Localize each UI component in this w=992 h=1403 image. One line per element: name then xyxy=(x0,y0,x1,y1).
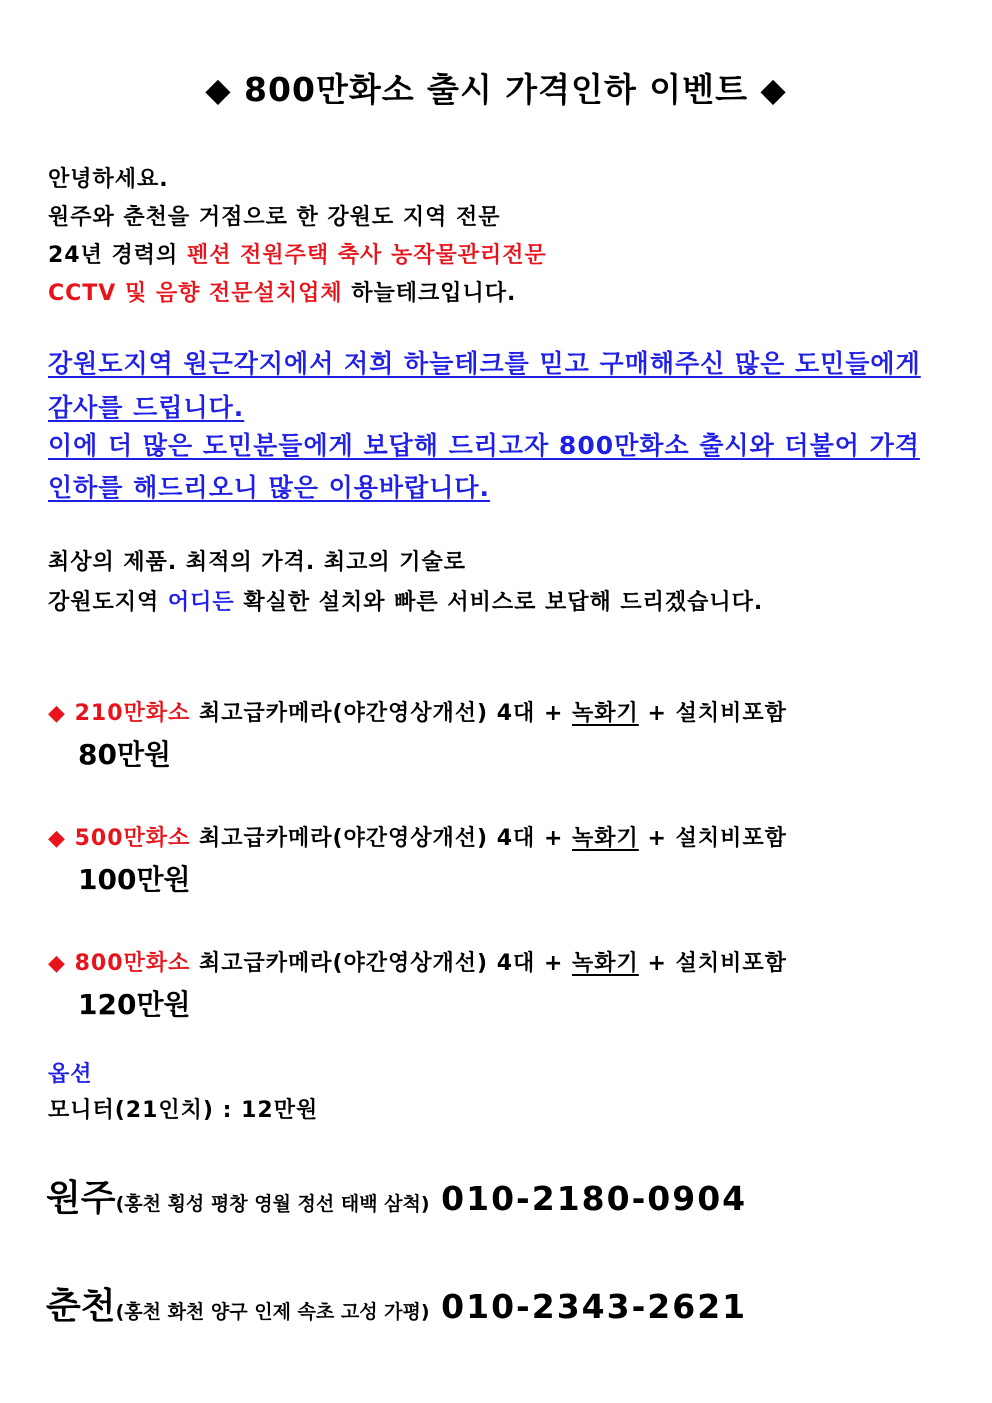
options-label: 옵션 xyxy=(48,1062,93,1087)
diamond-bullet-icon: ◆ xyxy=(48,826,66,851)
package-line xyxy=(48,946,787,977)
greeting-line: 안녕하세요. xyxy=(48,167,169,192)
intro-line-4 xyxy=(48,276,516,307)
package-resolution: 500만화소 xyxy=(74,826,191,851)
diamond-bullet-icon: ◆ xyxy=(48,951,66,976)
page-title: ◆ 800만화소 출시 가격인하 이벤트 ◆ xyxy=(205,70,787,109)
contact-city: 원주 xyxy=(46,1178,116,1219)
promise-prefix: 강원도지역 xyxy=(48,590,168,615)
package-resolution: 210만화소 xyxy=(74,701,191,726)
promise-highlight: 어디든 xyxy=(167,590,235,615)
package-desc: 최고급카메라(야간영상개선) 4대 + xyxy=(190,826,573,851)
thanks-line-2: 감사를 드립니다. xyxy=(48,393,245,422)
company-intro-suffix: 하늘테크입니다. xyxy=(342,281,517,306)
package-desc: 최고급카메라(야간영상개선) 4대 + xyxy=(190,701,573,726)
specialty-text: 펜션 전원주택 축사 농작물관리전문 xyxy=(186,243,547,268)
contact-city: 춘천 xyxy=(46,1286,116,1327)
promise-suffix: 확실한 설치와 빠른 서비스로 보답해 드리겠습니다. xyxy=(234,590,764,615)
package-price: 120만원 xyxy=(78,988,191,1021)
recorder-text: 녹화기 xyxy=(572,701,639,726)
intro-line-3 xyxy=(48,238,547,269)
promise-line-2 xyxy=(48,585,763,616)
package-desc: 최고급카메라(야간영상개선) 4대 + xyxy=(190,951,573,976)
contact-areas: (홍천 횡성 평창 영월 정선 태백 삼척) xyxy=(115,1193,430,1215)
package-price: 80만원 xyxy=(78,738,172,771)
contact-chuncheon xyxy=(46,1278,747,1329)
package-line xyxy=(48,821,787,852)
thanks-line-1: 강원도지역 원근각지에서 저희 하늘테크를 믿고 구매해주신 많은 도민들에게 xyxy=(48,349,921,378)
thanks-line-4: 인하를 해드리오니 많은 이용바랍니다. xyxy=(48,473,491,502)
package-desc-end: + 설치비포함 xyxy=(638,826,787,851)
thanks-line-3: 이에 더 많은 도민분들에게 보답해 드리고자 800만화소 출시와 더불어 가격 xyxy=(48,431,920,460)
promise-line-1: 최상의 제품. 최적의 가격. 최고의 기술로 xyxy=(48,550,467,575)
contact-areas: (홍천 화천 양구 인제 속초 고성 가평) xyxy=(115,1301,430,1323)
business-type-text: CCTV 및 음향 전문설치업체 xyxy=(48,281,343,306)
contact-phone: 010-2343-2621 xyxy=(441,1287,748,1326)
contact-wonju xyxy=(46,1170,747,1221)
intro-line-3-prefix: 24년 경력의 xyxy=(48,243,187,268)
package-price: 100만원 xyxy=(78,863,191,896)
package-resolution: 800만화소 xyxy=(74,951,191,976)
recorder-text: 녹화기 xyxy=(572,826,639,851)
recorder-text: 녹화기 xyxy=(572,951,639,976)
diamond-bullet-icon: ◆ xyxy=(48,701,66,726)
monitor-option: 모니터(21인치) : 12만원 xyxy=(48,1098,319,1123)
package-desc-end: + 설치비포함 xyxy=(638,701,787,726)
package-desc-end: + 설치비포함 xyxy=(638,951,787,976)
package-line xyxy=(48,696,787,727)
contact-phone: 010-2180-0904 xyxy=(441,1179,748,1218)
intro-line-2: 원주와 춘천을 거점으로 한 강원도 지역 전문 xyxy=(48,205,501,230)
